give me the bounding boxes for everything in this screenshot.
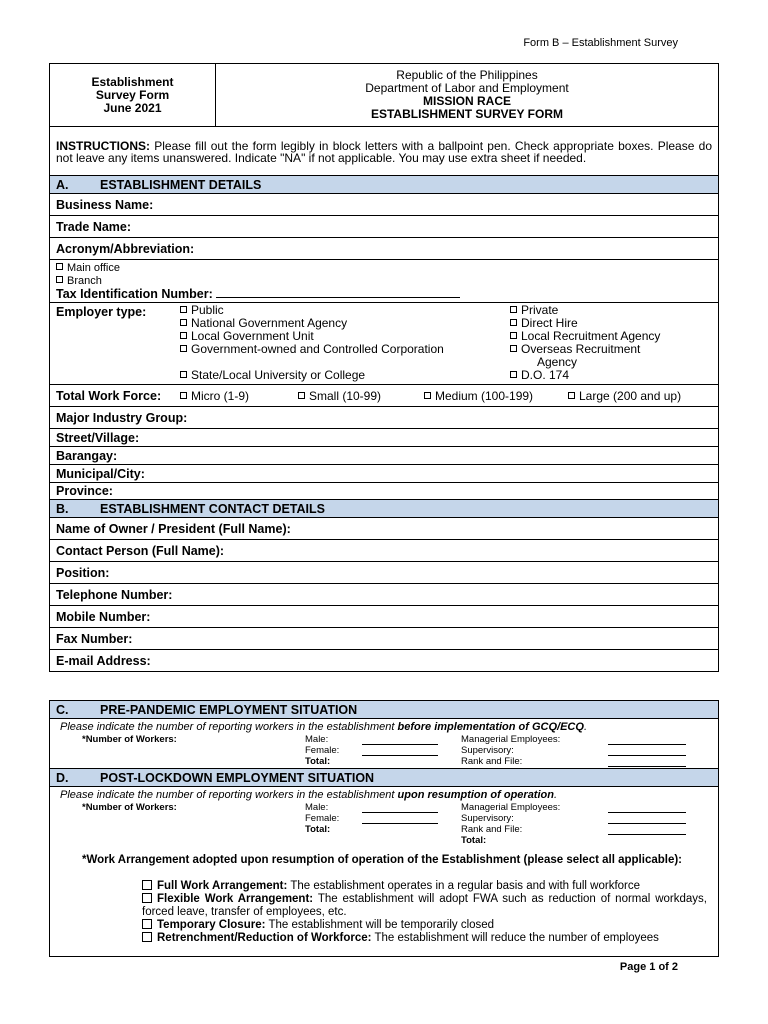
business-name-field[interactable]: Business Name: <box>50 194 719 216</box>
employer-type-cell <box>50 303 719 385</box>
dole-line: Department of Labor and Employment <box>365 81 569 95</box>
section-letter: B. <box>56 501 69 516</box>
sex-labels: Male: Female: Total: <box>305 734 340 767</box>
arrangement-option-full[interactable]: Full Work Arrangement: The establishment operates in a regular basis and with full workforce <box>142 880 707 893</box>
instructions-text: Please fill out the form legibly in block letters with a ballpoint pen. Check appropriate boxes. Please do not leave any items unanswered. Indicate "NA" if not applicable. You may use extra sheet if needed. <box>56 138 712 165</box>
checkbox-icon[interactable] <box>142 932 152 942</box>
checkbox-icon[interactable] <box>142 919 152 929</box>
employer-type-option[interactable]: Overseas Recruitment <box>510 343 660 356</box>
employer-type-option[interactable]: Private <box>510 304 660 317</box>
workforce-option[interactable]: Large (200 and up) <box>568 389 681 403</box>
instructions-label: INSTRUCTIONS: <box>56 138 150 153</box>
section-d-body <box>50 787 719 957</box>
workforce-option[interactable]: Micro (1-9) <box>180 389 249 403</box>
rank-inputs[interactable] <box>608 734 686 767</box>
arrangement-option-closure[interactable]: Temporary Closure: The establishment will be temporarily closed <box>142 919 707 932</box>
employer-type-option[interactable]: National Government Agency <box>180 317 444 330</box>
employer-types-right <box>510 304 660 382</box>
section-title: PRE-PANDEMIC EMPLOYMENT SITUATION <box>100 702 358 717</box>
employer-types-left <box>180 304 444 382</box>
form-label: Form B – Establishment Survey <box>523 37 678 49</box>
email-field[interactable]: E-mail Address: <box>50 650 719 672</box>
form-id-line: Establishment <box>91 74 174 89</box>
page-number: Page 1 of 2 <box>619 961 678 973</box>
section-a-header <box>50 176 719 194</box>
section-title: ESTABLISHMENT CONTACT DETAILS <box>100 501 325 516</box>
arrangement-option-retrenchment[interactable]: Retrenchment/Reduction of Workforce: The establishment will reduce the number of employees <box>142 932 707 945</box>
arrangement-option-flexible[interactable]: Flexible Work Arrangement: The establishment will adopt FWA such as reduction of normal workdays, forced leave, transfer of employees, etc. <box>142 893 707 918</box>
employer-type-option[interactable]: Public <box>180 304 444 317</box>
employer-type-option-cont: Agency <box>537 355 578 369</box>
checkbox-icon[interactable] <box>142 893 152 903</box>
form-id-block <box>50 64 216 127</box>
sex-inputs[interactable] <box>362 802 438 824</box>
sex-inputs[interactable] <box>362 734 438 756</box>
contact-person-field[interactable]: Contact Person (Full Name): <box>50 540 719 562</box>
section-title: POST-LOCKDOWN EMPLOYMENT SITUATION <box>100 770 375 785</box>
employer-type-option[interactable]: D.O. 174 <box>510 369 660 382</box>
section-c-intro: Please indicate the number of reporting workers in the establishment before implementation of GCQ/ECQ. <box>60 721 587 733</box>
workforce-option[interactable]: Small (10-99) <box>298 389 381 403</box>
street-field[interactable]: Street/Village: <box>50 429 719 447</box>
instructions <box>50 127 719 176</box>
office-tin-cell <box>50 260 719 303</box>
section-title: ESTABLISHMENT DETAILS <box>100 177 262 192</box>
section-c-header <box>50 701 719 719</box>
arrangement-question: *Work Arrangement adopted upon resumption of operation of the Establishment (please select all applicable): <box>82 854 683 866</box>
section-d-header <box>50 769 719 787</box>
form-title: ESTABLISHMENT SURVEY FORM <box>370 107 564 121</box>
industry-field[interactable]: Major Industry Group: <box>50 407 719 429</box>
employer-type-option[interactable]: Local Government Unit <box>180 330 444 343</box>
checkbox-icon[interactable] <box>142 880 152 890</box>
mobile-field[interactable]: Mobile Number: <box>50 606 719 628</box>
employment-table <box>49 700 719 957</box>
section-b-header <box>50 500 719 518</box>
workers-label: *Number of Workers: <box>82 802 177 813</box>
section-d-intro: Please indicate the number of reporting workers in the establishment upon resumption of operation. <box>60 789 558 801</box>
fax-field[interactable]: Fax Number: <box>50 628 719 650</box>
republic-line: Republic of the Philippines <box>396 68 538 82</box>
employer-type-option[interactable]: State/Local University or College <box>180 369 444 382</box>
position-field[interactable]: Position: <box>50 562 719 584</box>
workforce-cell <box>50 385 719 407</box>
city-field[interactable]: Municipal/City: <box>50 465 719 483</box>
form-id-line: June 2021 <box>103 100 162 115</box>
rank-inputs[interactable] <box>608 802 686 835</box>
arrangement-options <box>142 880 707 945</box>
checkbox-icon[interactable] <box>56 263 63 270</box>
workers-label: *Number of Workers: <box>82 734 177 745</box>
rank-labels: Managerial Employees: Supervisory: Rank and File: <box>461 734 561 767</box>
establishment-form-table <box>49 63 719 672</box>
section-letter: D. <box>56 770 69 785</box>
workforce-label: Total Work Force: <box>56 388 162 403</box>
form-id-line: Survey Form <box>95 87 170 102</box>
owner-name-field[interactable]: Name of Owner / President (Full Name): <box>50 518 719 540</box>
employer-type-option[interactable]: Local Recruitment Agency <box>510 330 660 343</box>
section-c-body <box>50 719 719 769</box>
telephone-field[interactable]: Telephone Number: <box>50 584 719 606</box>
form-title-block <box>216 64 719 127</box>
sex-labels: Male: Female: Total: <box>305 802 340 835</box>
employer-type-label: Employer type: <box>56 305 147 319</box>
branch-option[interactable]: Branch <box>56 275 712 288</box>
province-field[interactable]: Province: <box>50 483 719 500</box>
acronym-field[interactable]: Acronym/Abbreviation: <box>50 238 719 260</box>
barangay-field[interactable]: Barangay: <box>50 447 719 465</box>
workforce-option[interactable]: Medium (100-199) <box>424 389 533 403</box>
employer-type-option[interactable]: Direct Hire <box>510 317 660 330</box>
trade-name-field[interactable]: Trade Name: <box>50 216 719 238</box>
tin-field[interactable]: Tax Identification Number: <box>56 288 712 301</box>
section-letter: A. <box>56 177 69 192</box>
mission-race-title: MISSION RACE <box>422 94 511 108</box>
rank-labels: Managerial Employees: Supervisory: Rank and File: Total: <box>461 802 561 846</box>
section-letter: C. <box>56 702 69 717</box>
employer-type-option[interactable]: Government-owned and Controlled Corporation <box>180 343 444 356</box>
main-office-option[interactable]: Main office <box>56 262 712 275</box>
checkbox-icon[interactable] <box>56 276 63 283</box>
